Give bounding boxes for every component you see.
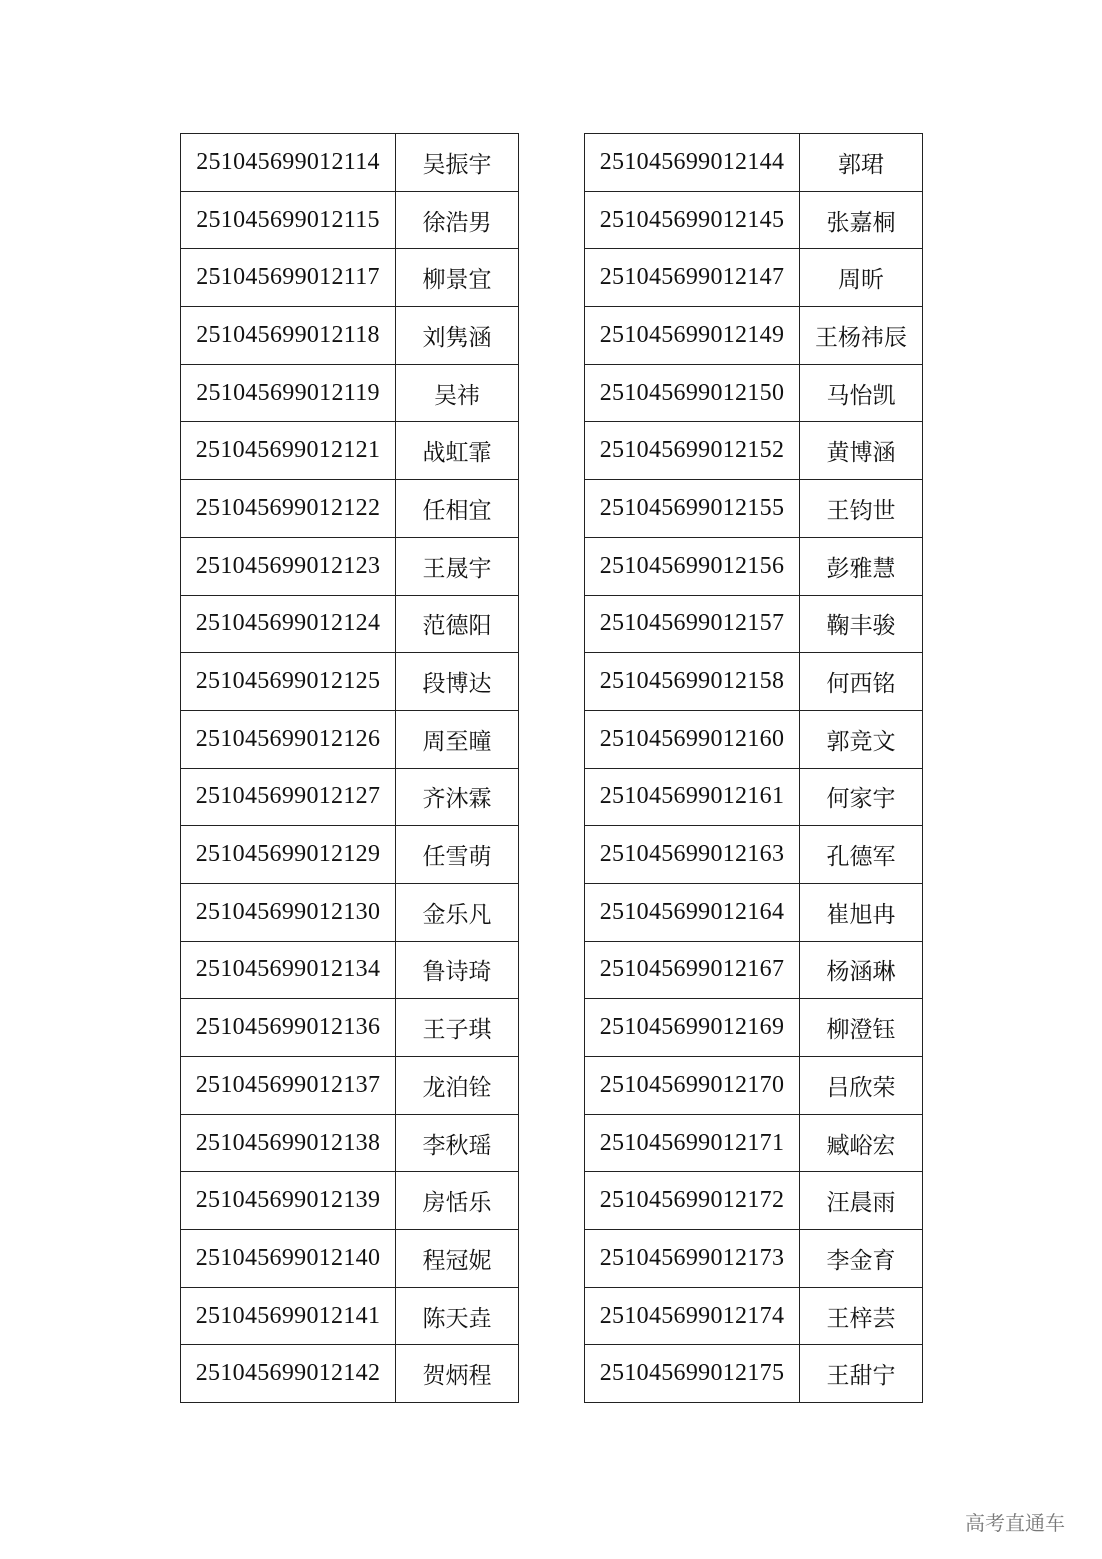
candidate-name-cell: 张嘉桐 [800,191,923,249]
candidate-name-cell: 周至曈 [396,710,519,768]
candidate-name-cell: 王钧世 [800,480,923,538]
candidate-id-cell: 251045699012167 [585,941,800,999]
candidate-id-cell: 251045699012171 [585,1114,800,1172]
table-row [181,422,519,480]
candidate-name-cell: 何家宇 [800,768,923,826]
candidate-id-cell: 251045699012145 [585,191,800,249]
candidate-id-cell: 251045699012136 [181,999,396,1057]
candidate-name-cell: 周昕 [800,249,923,307]
table-row [585,364,923,422]
candidate-id-cell: 251045699012173 [585,1230,800,1288]
table-row [181,191,519,249]
candidate-name-cell: 何西铭 [800,653,923,711]
table-row [585,768,923,826]
candidate-id-cell: 251045699012115 [181,191,396,249]
candidate-id-cell: 251045699012142 [181,1345,396,1403]
candidate-id-cell: 251045699012137 [181,1057,396,1115]
table-row [181,307,519,365]
candidate-id-cell: 251045699012147 [585,249,800,307]
candidate-name-cell: 房恬乐 [396,1172,519,1230]
candidate-name-cell: 杨涵琳 [800,941,923,999]
table-row [585,537,923,595]
table-row [585,1287,923,1345]
table-row [181,1345,519,1403]
candidate-name-cell: 柳景宜 [396,249,519,307]
candidate-id-cell: 251045699012163 [585,826,800,884]
candidate-id-cell: 251045699012170 [585,1057,800,1115]
candidate-id-cell: 251045699012117 [181,249,396,307]
table-row [585,191,923,249]
candidate-name-cell: 崔旭冉 [800,883,923,941]
candidate-name-cell: 彭雅慧 [800,537,923,595]
table-row [181,1114,519,1172]
candidate-name-cell: 鞠丰骏 [800,595,923,653]
candidate-name-cell: 陈天垚 [396,1287,519,1345]
candidate-id-cell: 251045699012139 [181,1172,396,1230]
table-row [585,1230,923,1288]
candidate-name-cell: 王梓芸 [800,1287,923,1345]
candidate-id-cell: 251045699012156 [585,537,800,595]
candidate-id-cell: 251045699012125 [181,653,396,711]
table-row [585,1114,923,1172]
candidate-name-cell: 金乐凡 [396,883,519,941]
candidate-id-cell: 251045699012160 [585,710,800,768]
candidate-name-cell: 范德阳 [396,595,519,653]
table-row [585,883,923,941]
candidate-id-cell: 251045699012149 [585,307,800,365]
table-row [181,249,519,307]
candidate-name-cell: 任相宜 [396,480,519,538]
table-row [585,1057,923,1115]
candidate-id-cell: 251045699012152 [585,422,800,480]
candidate-id-cell: 251045699012174 [585,1287,800,1345]
candidate-id-cell: 251045699012118 [181,307,396,365]
candidate-name-cell: 柳澄钰 [800,999,923,1057]
candidate-name-cell: 孔德军 [800,826,923,884]
table-row [585,134,923,192]
candidate-name-cell: 徐浩男 [396,191,519,249]
candidate-name-cell: 刘隽涵 [396,307,519,365]
candidate-name-cell: 程冠妮 [396,1230,519,1288]
candidate-id-cell: 251045699012138 [181,1114,396,1172]
table-row [181,480,519,538]
candidate-id-cell: 251045699012130 [181,883,396,941]
candidate-name-cell: 段博达 [396,653,519,711]
candidate-name-cell: 郭珺 [800,134,923,192]
table-row [585,999,923,1057]
candidate-id-cell: 251045699012126 [181,710,396,768]
table-row [585,480,923,538]
table-row [181,134,519,192]
candidate-id-cell: 251045699012141 [181,1287,396,1345]
candidate-id-cell: 251045699012157 [585,595,800,653]
candidate-name-cell: 吴祎 [396,364,519,422]
candidate-name-cell: 汪晨雨 [800,1172,923,1230]
table-row [181,1287,519,1345]
watermark: 高考直通车 [965,1511,1065,1535]
table-row [585,1345,923,1403]
candidate-id-cell: 251045699012172 [585,1172,800,1230]
candidate-id-cell: 251045699012121 [181,422,396,480]
table-row [585,710,923,768]
table-row [585,249,923,307]
candidate-name-cell: 龙泊铨 [396,1057,519,1115]
table-row [181,999,519,1057]
candidate-id-cell: 251045699012127 [181,768,396,826]
table-row [181,537,519,595]
candidate-id-cell: 251045699012129 [181,826,396,884]
candidate-id-cell: 251045699012158 [585,653,800,711]
candidate-name-cell: 郭竞文 [800,710,923,768]
table-row [585,653,923,711]
table-row [181,826,519,884]
candidate-name-cell: 鲁诗琦 [396,941,519,999]
candidate-id-cell: 251045699012114 [181,134,396,192]
table-row [181,941,519,999]
table-row [181,710,519,768]
table-row [181,653,519,711]
candidate-id-cell: 251045699012122 [181,480,396,538]
table-row [585,1172,923,1230]
table-row [181,595,519,653]
candidate-name-cell: 马怡凯 [800,364,923,422]
candidate-id-cell: 251045699012134 [181,941,396,999]
candidate-name-cell: 黄博涵 [800,422,923,480]
candidate-name-cell: 齐沐霖 [396,768,519,826]
candidate-name-cell: 吕欣荣 [800,1057,923,1115]
candidate-name-cell: 战虹霏 [396,422,519,480]
left-roster-table [180,133,519,1403]
candidate-name-cell: 贺炳程 [396,1345,519,1403]
candidate-name-cell: 王甜宁 [800,1345,923,1403]
candidate-id-cell: 251045699012155 [585,480,800,538]
table-row [181,883,519,941]
candidate-id-cell: 251045699012124 [181,595,396,653]
candidate-id-cell: 251045699012140 [181,1230,396,1288]
table-row [181,768,519,826]
table-row [181,364,519,422]
candidate-name-cell: 王晟宇 [396,537,519,595]
candidate-name-cell: 李金育 [800,1230,923,1288]
candidate-id-cell: 251045699012175 [585,1345,800,1403]
candidate-id-cell: 251045699012169 [585,999,800,1057]
candidate-name-cell: 李秋瑶 [396,1114,519,1172]
table-row [585,941,923,999]
table-row [585,595,923,653]
table-row [181,1172,519,1230]
table-row [585,422,923,480]
candidate-name-cell: 任雪萌 [396,826,519,884]
candidate-id-cell: 251045699012164 [585,883,800,941]
table-row [585,826,923,884]
candidate-name-cell: 吴振宇 [396,134,519,192]
table-row [181,1230,519,1288]
candidate-name-cell: 臧峪宏 [800,1114,923,1172]
candidate-id-cell: 251045699012123 [181,537,396,595]
candidate-id-cell: 251045699012150 [585,364,800,422]
candidate-name-cell: 王杨祎辰 [800,307,923,365]
table-row [585,307,923,365]
candidate-name-cell: 王子琪 [396,999,519,1057]
right-roster-table [584,133,923,1403]
candidate-id-cell: 251045699012119 [181,364,396,422]
table-row [181,1057,519,1115]
candidate-id-cell: 251045699012161 [585,768,800,826]
candidate-id-cell: 251045699012144 [585,134,800,192]
